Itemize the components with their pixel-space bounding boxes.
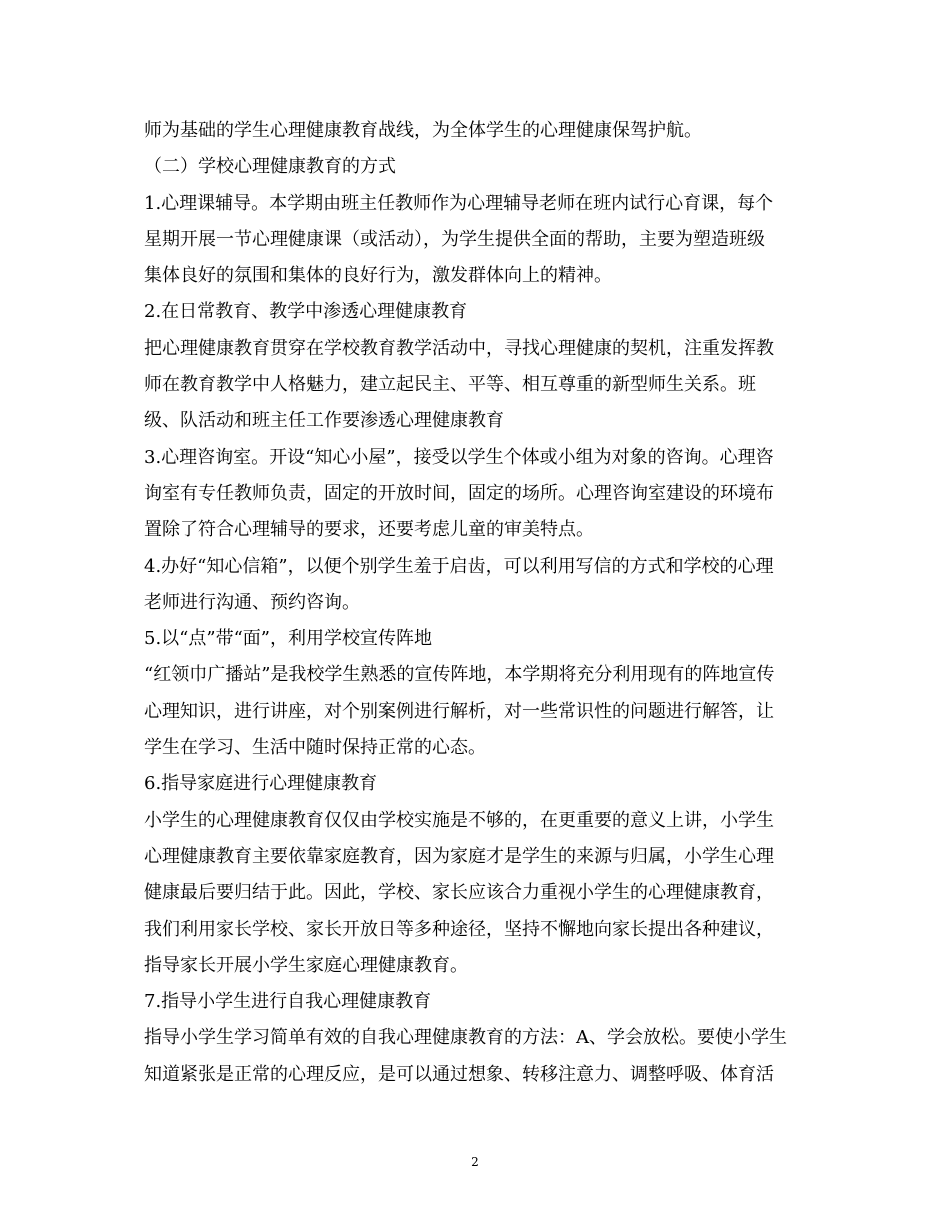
text-line: 我们利用家长学校、家长开放日等多种途径，坚持不懈地向家长提出各种建议， [144, 918, 774, 940]
text-line: 心理知识，进行讲座，对个别案例进行解析，对一些常识性的问题进行解答，让 [144, 700, 774, 722]
text-line: 心理健康教育主要依靠家庭教育，因为家庭才是学生的来源与归属，小学生心理 [144, 845, 774, 867]
text-line: 2.在日常教育、教学中渗透心理健康教育 [144, 301, 468, 323]
text-line: 3.心理咨询室。开设“知心小屋”，接受以学生个体或小组为对象的咨询。心理咨 [144, 446, 774, 468]
text-line: 4.办好“知心信箱”，以便个别学生羞于启齿，可以利用写信的方式和学校的心理 [144, 555, 774, 577]
text-line: 师为基础的学生心理健康教育战线，为全体学生的心理健康保驾护航。 [144, 120, 702, 141]
page-number: 2 [471, 1155, 479, 1169]
text-line: 级、队活动和班主任工作要渗透心理健康教育 [144, 410, 504, 432]
text-line: “红领巾广播站”是我校学生熟悉的宣传阵地，本学期将充分利用现有的阵地宣传 [144, 664, 775, 686]
text-line: （二）学校心理健康教育的方式 [144, 156, 396, 178]
text-line: 5.以“点”带“面”，利用学校宣传阵地 [144, 628, 432, 650]
text-line: 置除了符合心理辅导的要求，还要考虑儿童的审美特点。 [144, 519, 594, 541]
text-line: 集体良好的氛围和集体的良好行为，激发群体向上的精神。 [144, 265, 612, 287]
text-line: 7.指导小学生进行自我心理健康教育 [144, 991, 432, 1013]
text-line: 询室有专任教师负责，固定的开放时间，固定的场所。心理咨询室建设的环境布 [144, 482, 774, 504]
text-line: 指导家长开展小学生家庭心理健康教育。 [144, 954, 468, 976]
text-line: 小学生的心理健康教育仅仅由学校实施是不够的，在更重要的意义上讲，小学生 [144, 809, 774, 831]
text-line: 学生在学习、生活中随时保持正常的心态。 [144, 737, 486, 759]
text-line: 师在教育教学中人格魅力，建立起民主、平等、相互尊重的新型师生关系。班 [144, 374, 756, 396]
text-line: 健康最后要归结于此。因此，学校、家长应该合力重视小学生的心理健康教育， [144, 882, 774, 904]
text-line: 星期开展一节心理健康课（或活动），为学生提供全面的帮助，主要为塑造班级 [144, 228, 765, 250]
document-body [144, 113, 810, 1093]
text-line: 老师进行沟通、预约咨询。 [144, 591, 360, 613]
text-line: 6.指导家庭进行心理健康教育 [144, 773, 378, 795]
text-line: 1.心理课辅导。本学期由班主任教师作为心理辅导老师在班内试行心育课，每个 [144, 192, 774, 214]
text-line: 知道紧张是正常的心理反应，是可以通过想象、转移注意力、调整呼吸、体育活 [144, 1063, 774, 1085]
text-line: 指导小学生学习简单有效的自我心理健康教育的方法：A、学会放松。要使小学生 [144, 1027, 787, 1049]
text-line: 把心理健康教育贯穿在学校教育教学活动中，寻找心理健康的契机，注重发挥教 [144, 337, 774, 359]
